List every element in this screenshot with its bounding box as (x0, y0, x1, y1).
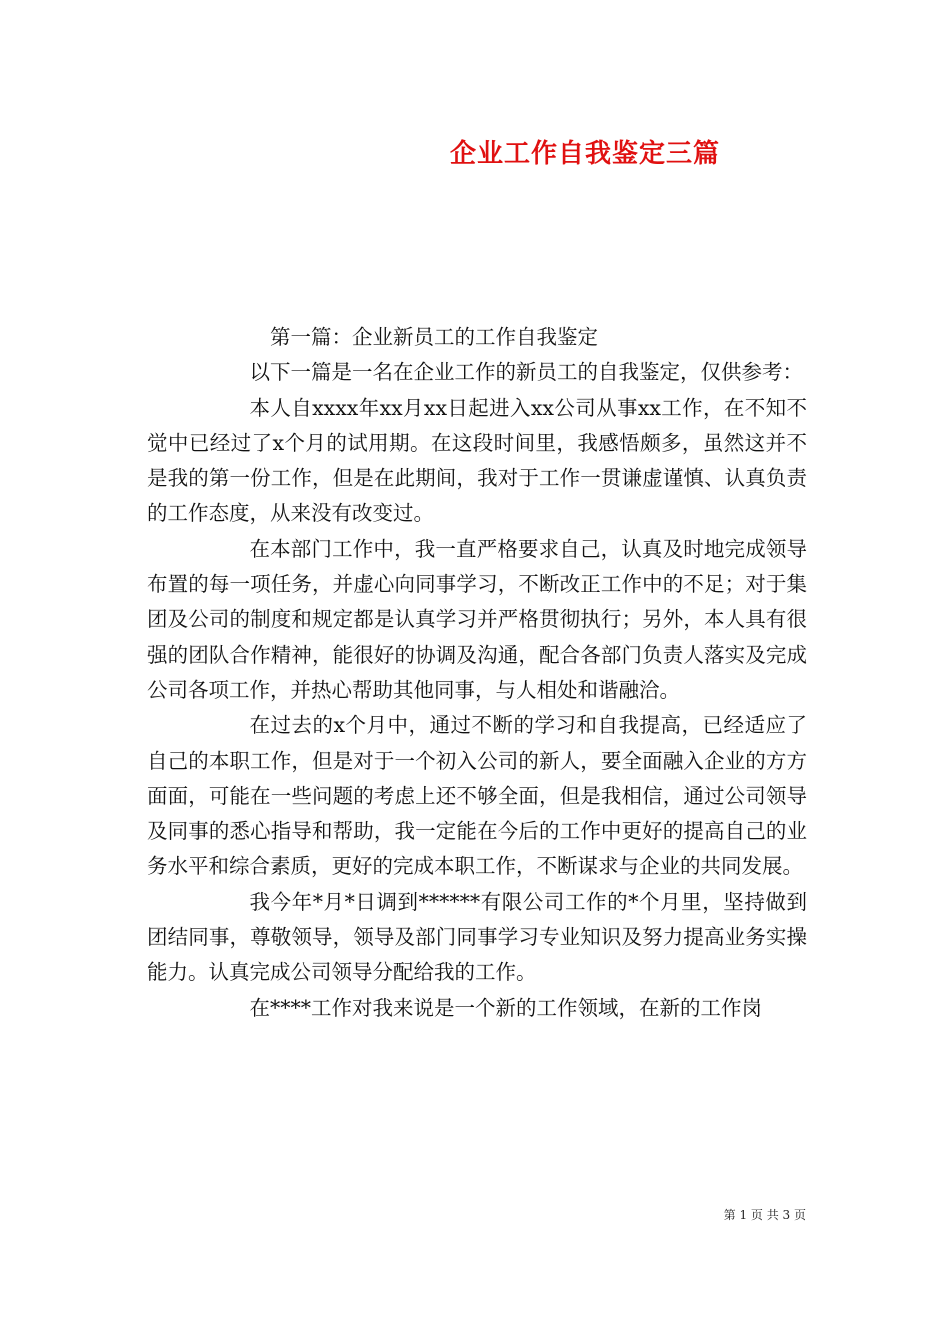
section-heading: 第一篇：企业新员工的工作自我鉴定 (270, 325, 598, 349)
document-body (147, 320, 807, 1026)
paragraph: 在本部门工作中，我一直严格要求自己，认真及时地完成领导布置的每一项任务，并虚心向同事学习，不断改正工作中的不足；对于集团及公司的制度和规定都是认真学习并严格贯彻执行；另外，本人具有很强的团队合作精神，能很好的协调及沟通，配合各部门负责人落实及完成公司各项工作，并热心帮助其他同事，与人相处和谐融洽。 (147, 536, 807, 702)
paragraph: 在过去的x个月中，通过不断的学习和自我提高，已经适应了自己的本职工作，但是对于一个初入公司的新人，要全面融入企业的方方面面，可能在一些问题的考虑上还不够全面，但是我相信，通过公司领导及同事的悉心指导和帮助，我一定能在今后的工作中更好的提高自己的业务水平和综合素质，更好的完成本职工作，不断谋求与企业的共同发展。 (147, 713, 807, 879)
document-title: 企业工作自我鉴定三篇 (450, 139, 721, 169)
paragraph: 在****工作对我来说是一个新的工作领域，在新的工作岗 (249, 995, 762, 1020)
page-number-footer: 第 1 页 共 3 页 (723, 1208, 806, 1222)
paragraph: 本人自xxxx年xx月xx日起进入xx公司从事xx工作，在不知不觉中已经过了x个月的试用期。在这段时间里，我感悟颇多，虽然这并不是我的第一份工作，但是在此期间，我对于工作一贯谦虚谨慎、认真负责的工作态度，从来没有改变过。 (147, 395, 807, 526)
paragraph: 我今年*月*日调到******有限公司工作的*个月里，坚持做到团结同事，尊敬领导，领导及部门同事学习专业知识及努力提高业务实操能力。认真完成公司领导分配给我的工作。 (147, 889, 807, 985)
paragraph-intro: 以下一篇是一名在企业工作的新员工的自我鉴定，仅供参考： (249, 360, 803, 385)
